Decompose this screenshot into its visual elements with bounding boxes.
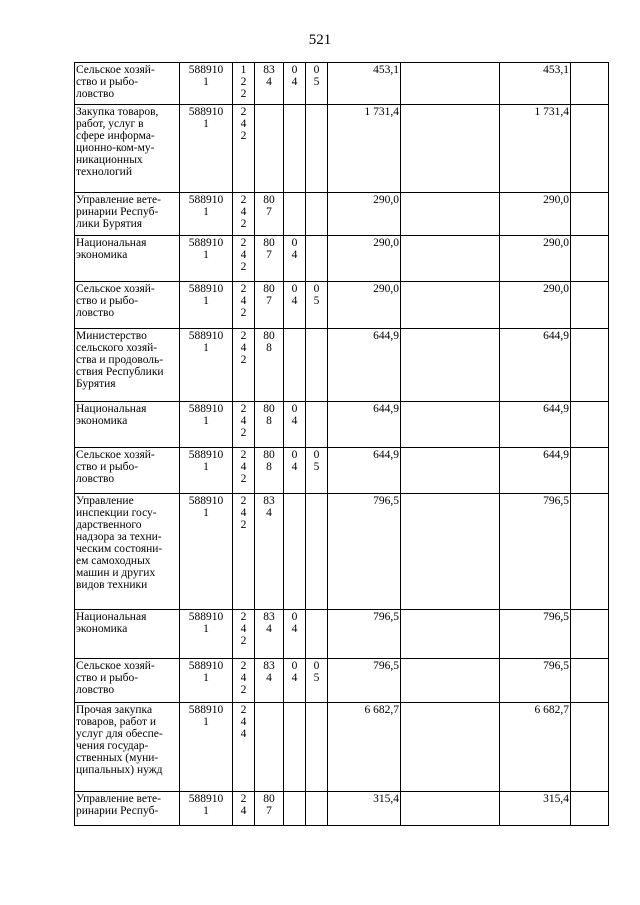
row-amount-cell: 290,0 — [328, 193, 401, 236]
table-row — [75, 282, 609, 329]
row-amount-total-cell: 796,5 — [500, 659, 571, 703]
row-section-cell: 0 4 — [284, 236, 306, 282]
row-grbs-cell: 83 4 — [255, 494, 284, 610]
row-empty-cell-a — [401, 494, 500, 610]
row-section-cell: 0 4 — [284, 402, 306, 448]
row-empty-cell-b — [571, 792, 609, 826]
row-grbs-cell: 80 8 — [255, 329, 284, 402]
row-name-cell: Национальная экономика — [75, 402, 180, 448]
row-empty-cell-b — [571, 236, 609, 282]
row-name-cell: Управление вете- ринарии Респуб- лики Бурятия — [75, 193, 180, 236]
row-section-cell — [284, 329, 306, 402]
row-empty-cell-a — [401, 282, 500, 329]
row-amount-cell: 644,9 — [328, 402, 401, 448]
row-name-cell: Национальная экономика — [75, 610, 180, 659]
row-name-cell: Управление вете- ринарии Респуб- — [75, 792, 180, 826]
row-empty-cell-a — [401, 703, 500, 792]
row-empty-cell-b — [571, 610, 609, 659]
page-number: 521 — [308, 32, 332, 48]
row-kvr-cell: 2 4 2 — [233, 494, 255, 610]
row-amount-cell: 796,5 — [328, 610, 401, 659]
row-empty-cell-a — [401, 329, 500, 402]
row-name-cell: Прочая закупка товаров, работ и услуг для обеспе- чения государ- ственных (муни- ципальных) нужд — [75, 703, 180, 792]
row-subsection-cell — [306, 329, 328, 402]
row-name-cell: Сельское хозяй- ство и рыбо- ловство — [75, 63, 180, 105]
row-amount-total-cell: 290,0 — [500, 236, 571, 282]
row-empty-cell-a — [401, 236, 500, 282]
table-row — [75, 329, 609, 402]
row-code-cell: 588910 1 — [180, 659, 233, 703]
row-name-cell: Национальная экономика — [75, 236, 180, 282]
row-amount-total-cell: 315,4 — [500, 792, 571, 826]
row-grbs-cell: 80 8 — [255, 448, 284, 494]
budget-table — [74, 62, 609, 826]
row-empty-cell-b — [571, 402, 609, 448]
table-row — [75, 659, 609, 703]
row-amount-total-cell: 1 731,4 — [500, 105, 571, 193]
row-kvr-cell: 1 2 2 — [233, 63, 255, 105]
row-empty-cell-a — [401, 610, 500, 659]
row-amount-cell: 644,9 — [328, 448, 401, 494]
row-name-cell: Сельское хозяй- ство и рыбо- ловство — [75, 659, 180, 703]
row-code-cell: 588910 1 — [180, 282, 233, 329]
row-name-cell: Закупка товаров, работ, услуг в сфере информа- ционно-ком-му- никационных технологий — [75, 105, 180, 193]
row-section-cell — [284, 105, 306, 193]
table-row — [75, 792, 609, 826]
row-grbs-cell: 80 7 — [255, 193, 284, 236]
row-grbs-cell: 80 7 — [255, 792, 284, 826]
table-row — [75, 494, 609, 610]
row-kvr-cell: 2 4 4 — [233, 703, 255, 792]
row-empty-cell-b — [571, 329, 609, 402]
row-amount-total-cell: 644,9 — [500, 329, 571, 402]
row-section-cell: 0 4 — [284, 63, 306, 105]
row-empty-cell-b — [571, 282, 609, 329]
row-amount-cell: 290,0 — [328, 282, 401, 329]
row-grbs-cell: 80 7 — [255, 282, 284, 329]
row-grbs-cell: 80 7 — [255, 236, 284, 282]
row-amount-total-cell: 644,9 — [500, 402, 571, 448]
table-row — [75, 63, 609, 105]
row-code-cell: 588910 1 — [180, 703, 233, 792]
row-empty-cell-b — [571, 63, 609, 105]
row-empty-cell-b — [571, 448, 609, 494]
row-section-cell — [284, 792, 306, 826]
row-empty-cell-b — [571, 193, 609, 236]
row-subsection-cell — [306, 792, 328, 826]
row-kvr-cell: 2 4 2 — [233, 659, 255, 703]
row-empty-cell-a — [401, 193, 500, 236]
table-row — [75, 105, 609, 193]
row-kvr-cell: 2 4 2 — [233, 329, 255, 402]
table-row — [75, 236, 609, 282]
row-subsection-cell — [306, 494, 328, 610]
row-section-cell: 0 4 — [284, 448, 306, 494]
row-kvr-cell: 2 4 2 — [233, 610, 255, 659]
row-subsection-cell: 0 5 — [306, 282, 328, 329]
row-subsection-cell — [306, 402, 328, 448]
row-code-cell: 588910 1 — [180, 402, 233, 448]
row-amount-total-cell: 796,5 — [500, 494, 571, 610]
row-kvr-cell: 2 4 2 — [233, 282, 255, 329]
row-grbs-cell: 83 4 — [255, 63, 284, 105]
row-grbs-cell: 83 4 — [255, 610, 284, 659]
row-kvr-cell: 2 4 2 — [233, 105, 255, 193]
row-subsection-cell — [306, 193, 328, 236]
row-subsection-cell — [306, 105, 328, 193]
row-kvr-cell: 2 4 2 — [233, 236, 255, 282]
row-grbs-cell: 80 8 — [255, 402, 284, 448]
row-name-cell: Управление инспекции госу- дарственного надзора за техни- ческим состояни- ем самоходных машин и других видов техники — [75, 494, 180, 610]
table-row — [75, 448, 609, 494]
row-empty-cell-a — [401, 402, 500, 448]
row-code-cell: 588910 1 — [180, 329, 233, 402]
row-subsection-cell: 0 5 — [306, 448, 328, 494]
row-name-cell: Сельское хозяй- ство и рыбо- ловство — [75, 282, 180, 329]
table-row — [75, 610, 609, 659]
row-kvr-cell: 2 4 — [233, 792, 255, 826]
row-grbs-cell: 83 4 — [255, 659, 284, 703]
row-code-cell: 588910 1 — [180, 448, 233, 494]
row-empty-cell-a — [401, 792, 500, 826]
row-subsection-cell: 0 5 — [306, 659, 328, 703]
row-subsection-cell — [306, 236, 328, 282]
row-empty-cell-a — [401, 448, 500, 494]
row-empty-cell-a — [401, 659, 500, 703]
row-name-cell: Министерство сельского хозяй- ства и продоволь- ствия Республики Бурятия — [75, 329, 180, 402]
row-code-cell: 588910 1 — [180, 610, 233, 659]
row-empty-cell-b — [571, 659, 609, 703]
row-amount-cell: 6 682,7 — [328, 703, 401, 792]
row-code-cell: 588910 1 — [180, 63, 233, 105]
row-amount-total-cell: 6 682,7 — [500, 703, 571, 792]
row-subsection-cell: 0 5 — [306, 63, 328, 105]
row-amount-total-cell: 453,1 — [500, 63, 571, 105]
row-empty-cell-a — [401, 63, 500, 105]
row-amount-cell: 1 731,4 — [328, 105, 401, 193]
row-amount-total-cell: 644,9 — [500, 448, 571, 494]
row-amount-total-cell: 796,5 — [500, 610, 571, 659]
table-row — [75, 703, 609, 792]
row-amount-cell: 644,9 — [328, 329, 401, 402]
row-grbs-cell — [255, 105, 284, 193]
row-empty-cell-b — [571, 494, 609, 610]
row-code-cell: 588910 1 — [180, 105, 233, 193]
row-amount-total-cell: 290,0 — [500, 193, 571, 236]
row-empty-cell-a — [401, 105, 500, 193]
row-empty-cell-b — [571, 703, 609, 792]
row-section-cell: 0 4 — [284, 282, 306, 329]
row-kvr-cell: 2 4 2 — [233, 402, 255, 448]
row-code-cell: 588910 1 — [180, 494, 233, 610]
row-amount-total-cell: 290,0 — [500, 282, 571, 329]
row-amount-cell: 453,1 — [328, 63, 401, 105]
row-section-cell — [284, 193, 306, 236]
row-grbs-cell — [255, 703, 284, 792]
row-name-cell: Сельское хозяй- ство и рыбо- ловство — [75, 448, 180, 494]
row-amount-cell: 315,4 — [328, 792, 401, 826]
row-subsection-cell — [306, 703, 328, 792]
row-kvr-cell: 2 4 2 — [233, 193, 255, 236]
row-section-cell — [284, 494, 306, 610]
row-section-cell: 0 4 — [284, 610, 306, 659]
table-row — [75, 193, 609, 236]
table-row — [75, 402, 609, 448]
row-code-cell: 588910 1 — [180, 193, 233, 236]
row-code-cell: 588910 1 — [180, 792, 233, 826]
row-section-cell: 0 4 — [284, 659, 306, 703]
row-subsection-cell — [306, 610, 328, 659]
row-amount-cell: 796,5 — [328, 494, 401, 610]
row-kvr-cell: 2 4 2 — [233, 448, 255, 494]
row-amount-cell: 290,0 — [328, 236, 401, 282]
row-section-cell — [284, 703, 306, 792]
row-empty-cell-b — [571, 105, 609, 193]
row-code-cell: 588910 1 — [180, 236, 233, 282]
row-amount-cell: 796,5 — [328, 659, 401, 703]
